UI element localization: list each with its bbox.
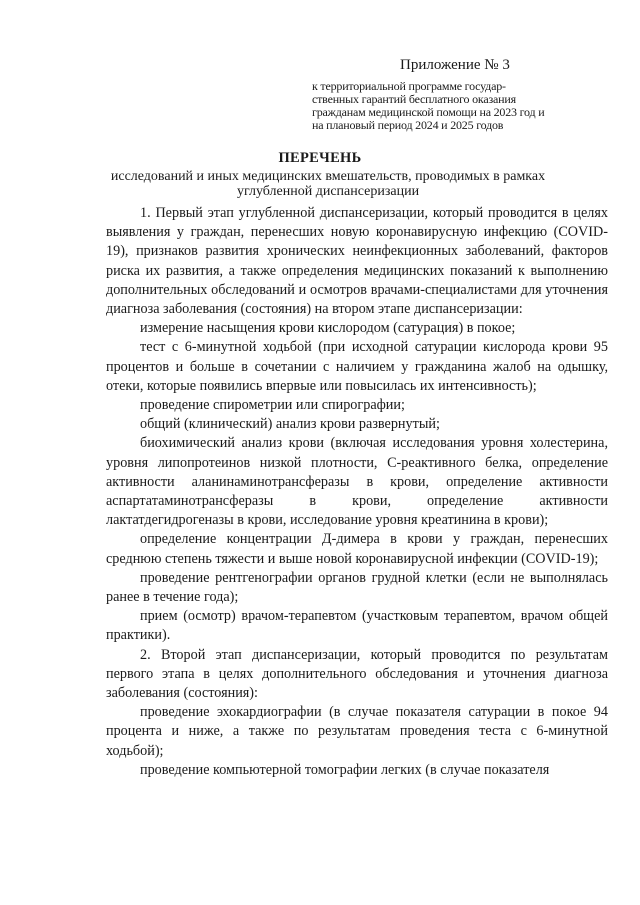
paragraph: проведение эхокардиографии (в случае показателя сатурации в покое 94 процента и ниже, а также по результатам проведения теста с 6-минутной ходьбой); <box>106 704 608 759</box>
document-subtitle: исследований и иных медицинских вмешательств, проводимых в рамках углубленной диспансеризации <box>110 169 546 199</box>
paragraph: проведение спирометрии или спирографии; <box>140 397 405 414</box>
paragraph: общий (клинический) анализ крови развернутый; <box>140 416 440 433</box>
paragraph: биохимический анализ крови (включая исследования уровня холестерина, уровня липопротеинов низкой плотности, С-реактивного белка, определение активности аланинаминотрансферазы в крови, определение активности аспартатаминотрансферазы в крови, определение активности лактатдегидрогеназы в крови, исследование уровня креатинина в крови); <box>106 435 608 529</box>
paragraph: 2. Второй этап диспансеризации, который проводится по результатам первого этапа в целях дополнительного обследования и уточнения диагноза заболевания (состояния): <box>106 646 608 702</box>
approval-line: гражданам медицинской помощи на 2023 год и <box>312 105 545 119</box>
approval-line: ственных гарантий бесплатного оказания <box>312 92 516 106</box>
paragraph: определение концентрации Д-димера в крови у граждан, перенесших среднюю степень тяжести и выше новой коронавирусной инфекции (COVID-19); <box>106 531 608 567</box>
document-title: ПЕРЕЧЕНЬ <box>278 150 362 166</box>
approval-line: к территориальной программе государ- <box>312 79 506 93</box>
paragraph: 1. Первый этап углубленной диспансеризации, который проводится в целях выявления у граждан, перенесших новую коронавирусную инфекцию (COVID-19), признаков развития хронических неинфекционных заболеваний, факторов риска их развития, а также определения медицинских показаний к выполнению дополнительных обследований и осмотров врачами-специалистами для уточнения диагноза заболевания (состояния) на втором этапе диспансеризации: <box>106 205 608 318</box>
paragraph: проведение компьютерной томографии легких (в случае показателя <box>140 761 550 778</box>
paragraph: проведение рентгенографии органов грудной клетки (если не выполнялась ранее в течение года); <box>106 569 608 606</box>
paragraph: прием (осмотр) врачом-терапевтом (участковым терапевтом, врачом общей практики). <box>106 608 608 644</box>
paragraph: тест с 6-минутной ходьбой (при исходной сатурации кислорода крови 95 процентов и больше в сочетании с наличием у гражданина жалоб на одышку, отеки, которые появились впервые или повысилась их интенсивность); <box>106 339 608 394</box>
approval-note <box>312 80 602 132</box>
document-body <box>106 204 608 780</box>
approval-line: на плановый период 2024 и 2025 годов <box>312 118 504 132</box>
appendix-label: Приложение № 3 <box>400 57 510 73</box>
paragraph: измерение насыщения крови кислородом (сатурация) в покое; <box>140 320 516 337</box>
